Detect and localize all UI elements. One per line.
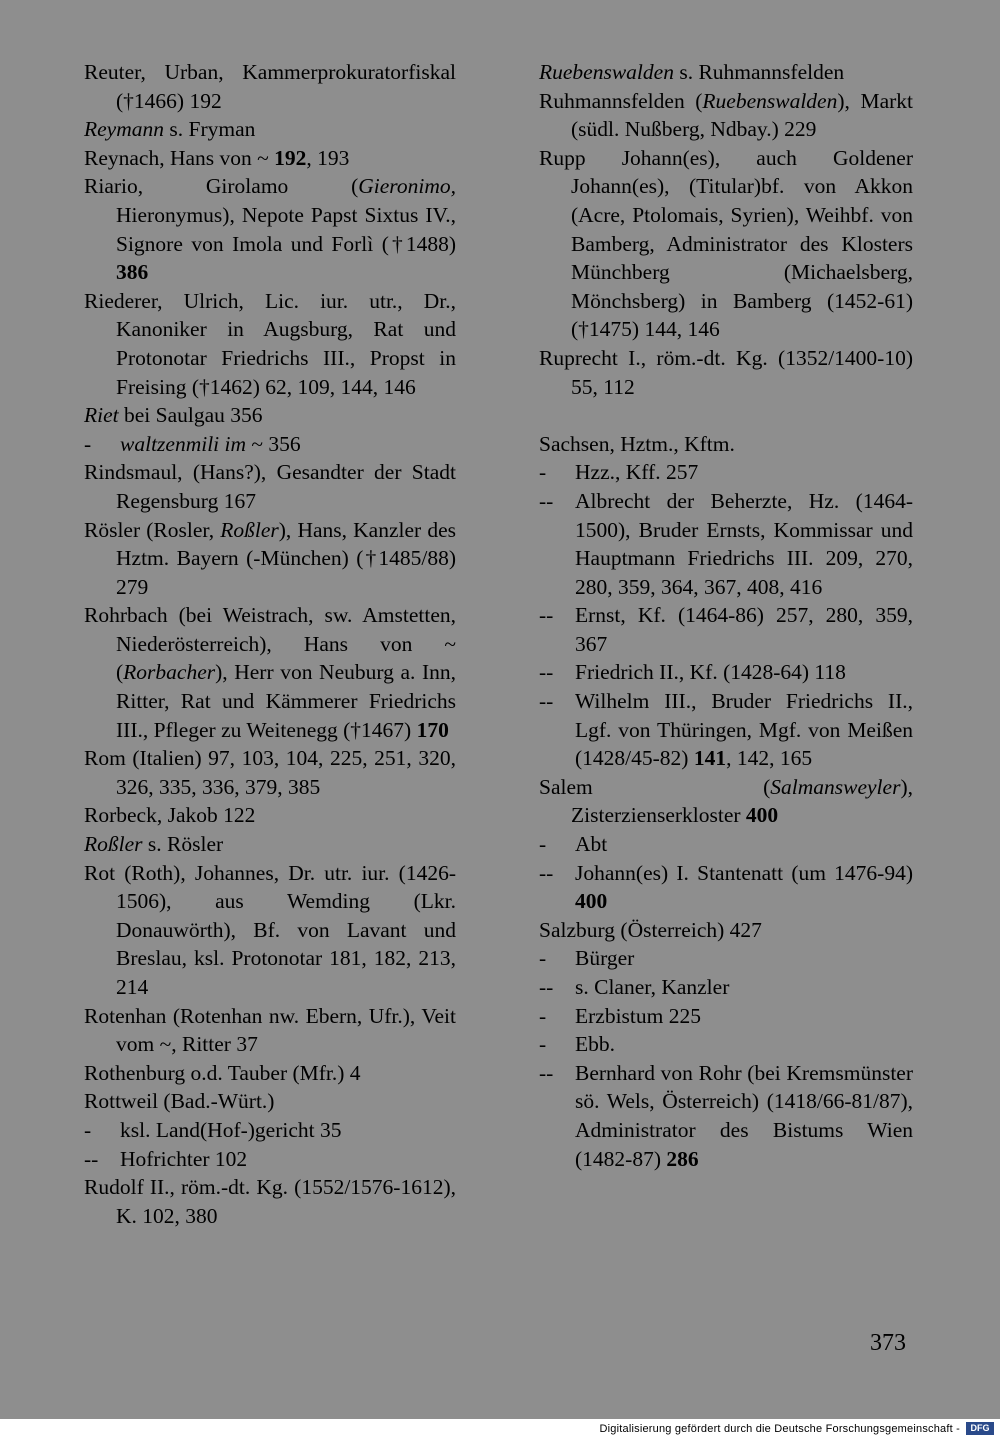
entry-text: Hieronymus), Nepote Papst Sixtus IV., Signore von Imola und Forlì (†1488) bbox=[116, 202, 456, 256]
subentry-dash: -- bbox=[539, 603, 554, 628]
index-subentry bbox=[539, 973, 913, 1002]
entry-text: Hzz., Kff. 257 bbox=[575, 460, 699, 485]
dfg-logo: DFG bbox=[966, 1422, 994, 1435]
entry-text: Riario, Girolamo ( bbox=[84, 174, 359, 199]
footer-bar bbox=[0, 1419, 1000, 1439]
index-entry bbox=[84, 516, 456, 602]
index-entry bbox=[84, 1173, 456, 1230]
subentry-dash: -- bbox=[539, 1060, 554, 1085]
index-subentry bbox=[84, 1145, 456, 1174]
index-entry bbox=[539, 773, 913, 830]
entry-text: Ruebenswalden bbox=[702, 88, 838, 113]
subentry-dash: - bbox=[539, 946, 547, 971]
index-entry bbox=[84, 172, 456, 286]
entry-text: Wilhelm III., Bruder Friedrichs II., Lgf. von Thüringen, Mgf. von Meißen (1428/45-82) bbox=[575, 689, 913, 771]
subentry-dash: - bbox=[84, 431, 92, 456]
entry-text: Rösler (Rosler, bbox=[84, 517, 221, 542]
entry-text: Rot (Roth), Johannes, Dr. utr. iur. (1426-1506), aus Wemding (Lkr. Donauwörth), Bf. von Lavant und Breslau, ksl. Protonotar 181, 182, 213, 214 bbox=[84, 860, 456, 999]
entry-text: 170 bbox=[416, 717, 449, 742]
index-entry bbox=[539, 87, 913, 144]
entry-text: waltzenmili im bbox=[120, 431, 247, 456]
index-subentry bbox=[84, 1116, 456, 1145]
index-entry bbox=[84, 859, 456, 1002]
index-entry bbox=[84, 830, 456, 859]
index-subentry bbox=[539, 658, 913, 687]
entry-text: Rorbeck, Jakob 122 bbox=[84, 803, 256, 828]
entry-text: Rindsmaul, (Hans?), Gesandter der Stadt Regensburg 167 bbox=[84, 460, 456, 513]
entry-text: , 142, 165 bbox=[726, 746, 813, 771]
entry-text: Johann(es) I. Stantenatt (um 1476-94) bbox=[575, 860, 913, 885]
index-entry bbox=[84, 144, 456, 173]
entry-text: Ebb. bbox=[575, 1032, 616, 1057]
subentry-dash: -- bbox=[539, 860, 554, 885]
entry-text: ), Herr von Neuburg a. Inn, Ritter, Rat und Kämmerer Friedrichs III., Pfleger zu Weitenegg (†1467) bbox=[116, 660, 456, 742]
entry-text: Roßler bbox=[220, 517, 279, 542]
index-entry bbox=[84, 1059, 456, 1088]
index-entry bbox=[539, 58, 913, 87]
entry-text: Friedrich II., Kf. (1428-64) 118 bbox=[575, 660, 846, 685]
entry-text: bei Saulgau 356 bbox=[118, 403, 263, 428]
index-subentry bbox=[539, 1002, 913, 1031]
entry-text: Erzbistum 225 bbox=[575, 1003, 701, 1028]
subentry-dash: - bbox=[539, 1003, 547, 1028]
entry-text: Abt bbox=[575, 832, 608, 857]
index-column-right bbox=[539, 58, 913, 1173]
entry-text: Bürger bbox=[575, 946, 635, 971]
entry-text: Rudolf II., röm.-dt. Kg. (1552/1576-1612), K. 102, 380 bbox=[84, 1175, 456, 1228]
entry-text: 141 bbox=[693, 746, 727, 771]
entry-text: Ernst, Kf. (1464-86) 257, 280, 359, 367 bbox=[575, 603, 913, 656]
index-entry bbox=[84, 58, 456, 115]
index-subentry bbox=[84, 430, 456, 459]
entry-text: , 193 bbox=[306, 145, 350, 170]
entry-text: ), Hans, Kanzler des Hztm. Bayern (-München) (†1485/88) 279 bbox=[116, 517, 456, 599]
entry-text: Rothenburg o.d. Tauber (Mfr.) 4 bbox=[84, 1060, 361, 1085]
entry-text: Gieronimo, bbox=[358, 174, 456, 199]
entry-text: Salmansweyler bbox=[770, 774, 901, 799]
index-entry bbox=[84, 744, 456, 801]
entry-text: s. Claner, Kanzler bbox=[575, 975, 730, 999]
entry-text: Albrecht der Beherzte, Hz. (1464-1500), Bruder Ernsts, Kommissar und Hauptmann Friedrichs III. 209, 270, 280, 359, 364, 367, 408, 416 bbox=[575, 488, 913, 599]
index-column-left bbox=[84, 58, 456, 1230]
index-entry bbox=[84, 601, 456, 744]
index-entry bbox=[539, 430, 913, 459]
entry-text: Rohrbach (bei Weistrach, sw. Amstetten, Niederösterreich), Hans von ~ ( bbox=[84, 603, 456, 685]
footer-credit: Digitalisierung gefördert durch die Deutsche Forschungsgemeinschaft - bbox=[599, 1423, 960, 1435]
entry-text: Rom (Italien) 97, 103, 104, 225, 251, 320, 326, 335, 336, 379, 385 bbox=[84, 746, 456, 799]
index-entry bbox=[84, 287, 456, 401]
index-entry bbox=[84, 401, 456, 430]
entry-text: Salem ( bbox=[539, 774, 771, 799]
entry-text: Riederer, Ulrich, Lic. iur. utr., Dr., Kanoniker in Augsburg, Rat und Protonotar Friedrichs III., Propst in Freising (†1462) 62, 109, 144, 146 bbox=[84, 288, 456, 399]
entry-text: Ruebenswalden bbox=[539, 60, 674, 84]
subentry-dash: -- bbox=[539, 660, 554, 685]
index-subentry bbox=[539, 1030, 913, 1059]
entry-text: Roßler bbox=[84, 832, 143, 857]
subentry-dash: - bbox=[84, 1117, 92, 1142]
entry-text: Reynach, Hans von ~ bbox=[84, 145, 275, 170]
subentry-dash: -- bbox=[539, 975, 554, 999]
entry-text: Salzburg (Österreich) 427 bbox=[539, 917, 762, 942]
index-subentry bbox=[539, 458, 913, 487]
index-subentry bbox=[539, 859, 913, 916]
entry-text: Rupp Johann(es), auch Goldener Johann(es), (Titular)bf. von Akkon (Acre, Ptolomais, Syrien), Weihbf. von Bamberg, Administrator des Klosters Münchberg (Michaelsberg, Mönchsberg) in Bamberg (1452-61) (†1475) 144, 146 bbox=[539, 145, 913, 342]
entry-gap bbox=[539, 401, 913, 430]
entry-text: Rottweil (Bad.-Würt.) bbox=[84, 1089, 275, 1114]
entry-text: ), Zisterzienserkloster bbox=[571, 774, 913, 828]
entry-text: Bernhard von Rohr (bei Kremsmünster sö. Wels, Österreich) (1418/66-81/87), Administrator des Bistums Wien (1482-87) bbox=[575, 1060, 913, 1171]
entry-text: 400 bbox=[745, 803, 779, 828]
entry-text: s. Ruhmannsfelden bbox=[673, 60, 845, 84]
entry-text: 400 bbox=[575, 889, 608, 914]
subentry-dash: -- bbox=[84, 1146, 99, 1171]
index-entry bbox=[84, 458, 456, 515]
entry-text: ), Markt (südl. Nußberg, Ndbay.) 229 bbox=[571, 88, 913, 142]
index-entry bbox=[84, 1087, 456, 1116]
index-subentry bbox=[539, 601, 913, 658]
entry-text: Reymann bbox=[84, 117, 164, 142]
entry-text: s. Fryman bbox=[164, 117, 256, 142]
index-subentry bbox=[539, 830, 913, 859]
index-entry bbox=[84, 115, 456, 144]
entry-text: Reuter, Urban, Kammerprokuratorfiskal (†1466) 192 bbox=[84, 60, 456, 113]
index-subentry bbox=[539, 487, 913, 601]
entry-text: 286 bbox=[666, 1146, 699, 1171]
index-entry bbox=[84, 1002, 456, 1059]
index-entry bbox=[84, 801, 456, 830]
entry-text: ksl. Land(Hof-)gericht 35 bbox=[120, 1117, 342, 1142]
index-entry bbox=[539, 344, 913, 401]
subentry-dash: - bbox=[539, 460, 547, 485]
entry-text: 386 bbox=[116, 260, 149, 285]
subentry-dash: -- bbox=[539, 488, 554, 513]
index-subentry bbox=[539, 687, 913, 773]
entry-text: Rorbacher bbox=[123, 660, 216, 685]
index-entry bbox=[539, 916, 913, 945]
entry-text: 192 bbox=[274, 145, 307, 170]
index-entry bbox=[539, 144, 913, 344]
subentry-dash: - bbox=[539, 1032, 547, 1057]
entry-text: Ruhmannsfelden ( bbox=[539, 88, 703, 113]
entry-text: Sachsen, Hztm., Kftm. bbox=[539, 431, 735, 456]
page-number: 373 bbox=[870, 1330, 906, 1356]
entry-text: Ruprecht I., röm.-dt. Kg. (1352/1400-10) 55, 112 bbox=[539, 345, 913, 399]
entry-text: Rotenhan (Rotenhan nw. Ebern, Ufr.), Veit vom ~, Ritter 37 bbox=[84, 1003, 456, 1057]
entry-text: s. Rösler bbox=[142, 832, 224, 857]
entry-text: ~ 356 bbox=[246, 431, 301, 456]
entry-text: Riet bbox=[84, 403, 119, 428]
subentry-dash: - bbox=[539, 832, 547, 857]
index-subentry bbox=[539, 1059, 913, 1173]
entry-text: Hofrichter 102 bbox=[120, 1146, 248, 1171]
index-subentry bbox=[539, 944, 913, 973]
subentry-dash: -- bbox=[539, 689, 554, 714]
